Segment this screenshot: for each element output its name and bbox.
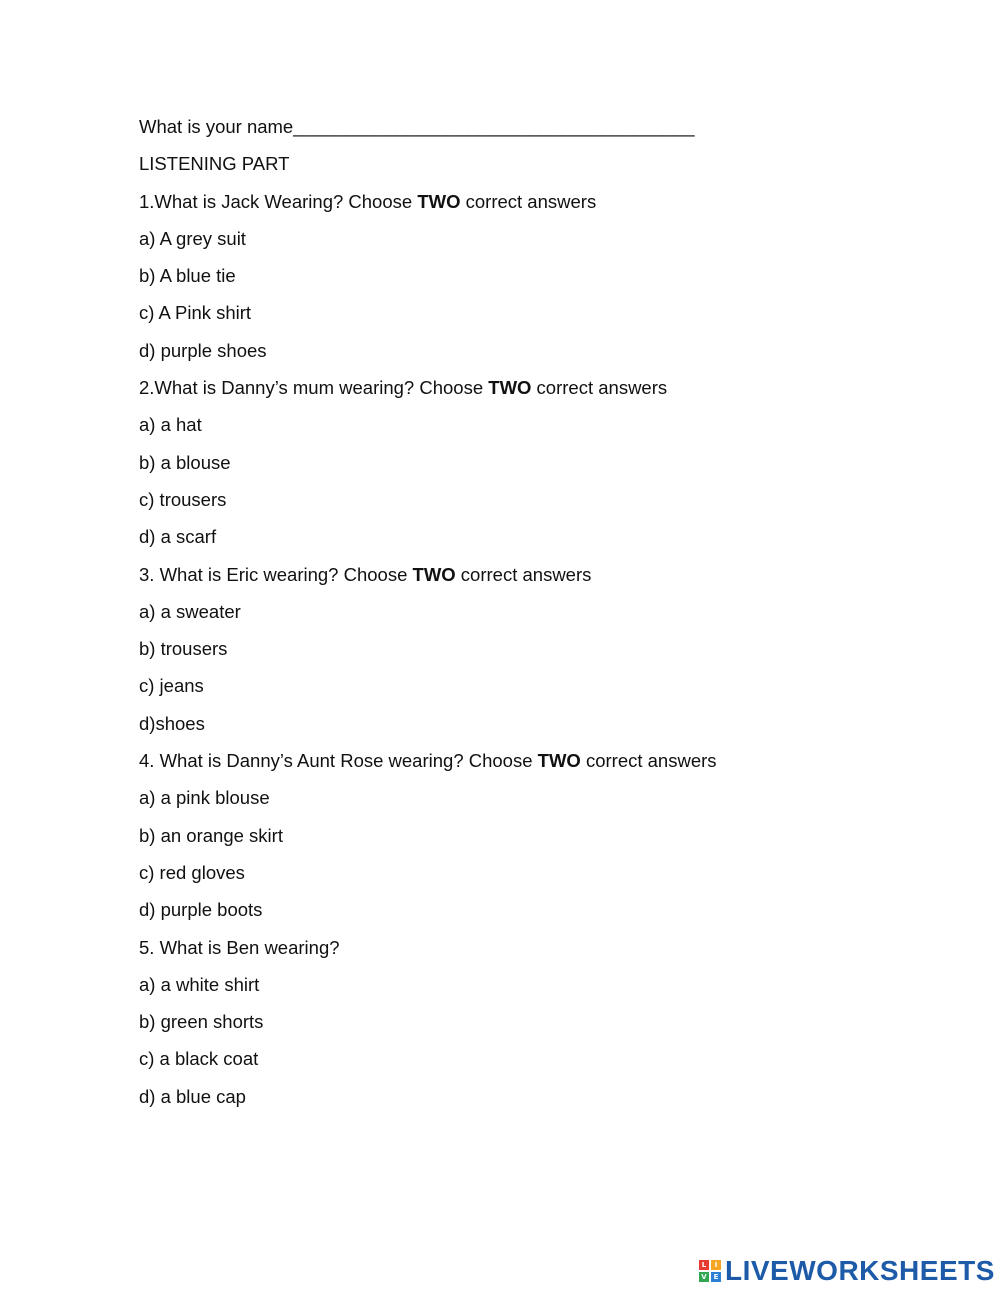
question-2-option-c: c) trousers (139, 488, 227, 510)
question-2-text: 2.What is Danny’s mum wearing? Choose (139, 377, 489, 399)
logo-block-i: I (711, 1260, 721, 1270)
question-3-option-c: c) jeans (139, 675, 204, 697)
question-4-emphasis: TWO (537, 750, 581, 772)
section-title: LISTENING PART (139, 153, 290, 175)
question-3-option-a: a) a sweater (139, 600, 241, 622)
liveworksheets-logo-icon (699, 1260, 721, 1282)
question-3-option-d: d)shoes (139, 712, 205, 734)
question-3-option-b: b) trousers (139, 638, 228, 660)
liveworksheets-brand (699, 1257, 995, 1285)
question-1-option-d: d) purple shoes (139, 339, 267, 361)
question-4-prompt (139, 748, 899, 785)
question-3-text: 3. What is Eric wearing? Choose (139, 563, 413, 585)
question-4-option-c: c) red gloves (139, 861, 245, 883)
logo-block-v: V (699, 1272, 709, 1282)
logo-block-l: L (699, 1260, 709, 1270)
name-prompt: What is your name_______________________________________ (139, 116, 695, 137)
question-2-emphasis: TWO (488, 377, 532, 399)
question-5-option-c: c) a black coat (139, 1048, 259, 1070)
question-4-option-d: d) purple boots (139, 899, 263, 921)
question-3-suffix: correct answers (455, 563, 592, 585)
question-2-prompt (139, 375, 899, 412)
question-1-emphasis: TWO (417, 190, 461, 212)
question-2-option-b: b) a blouse (139, 451, 231, 473)
question-4-option-b: b) an orange skirt (139, 824, 283, 846)
question-1-text: 1.What is Jack Wearing? Choose (139, 190, 418, 212)
liveworksheets-brand-name: LIVEWORKSHEETS (725, 1255, 995, 1286)
question-1-suffix: correct answers (460, 190, 597, 212)
question-1-prompt (139, 189, 899, 226)
question-5-option-b: b) green shorts (139, 1011, 264, 1033)
worksheet-content (139, 114, 899, 1121)
question-2-option-a: a) a hat (139, 414, 202, 436)
question-3-prompt (139, 562, 899, 599)
question-5-option-a: a) a white shirt (139, 973, 260, 995)
question-5-prompt: 5. What is Ben wearing? (139, 936, 340, 958)
question-5-option-d: d) a blue cap (139, 1085, 246, 1107)
question-1-option-a: a) A grey suit (139, 227, 246, 249)
question-4-suffix: correct answers (580, 750, 717, 772)
question-2-suffix: correct answers (531, 377, 668, 399)
question-2-option-d: d) a scarf (139, 526, 217, 548)
question-4-text: 4. What is Danny’s Aunt Rose wearing? Choose (139, 750, 538, 772)
question-1-option-c: c) A Pink shirt (139, 302, 252, 324)
question-4-option-a: a) a pink blouse (139, 787, 270, 809)
question-3-emphasis: TWO (412, 563, 456, 585)
logo-block-e: E (711, 1272, 721, 1282)
question-1-option-b: b) A blue tie (139, 265, 236, 287)
